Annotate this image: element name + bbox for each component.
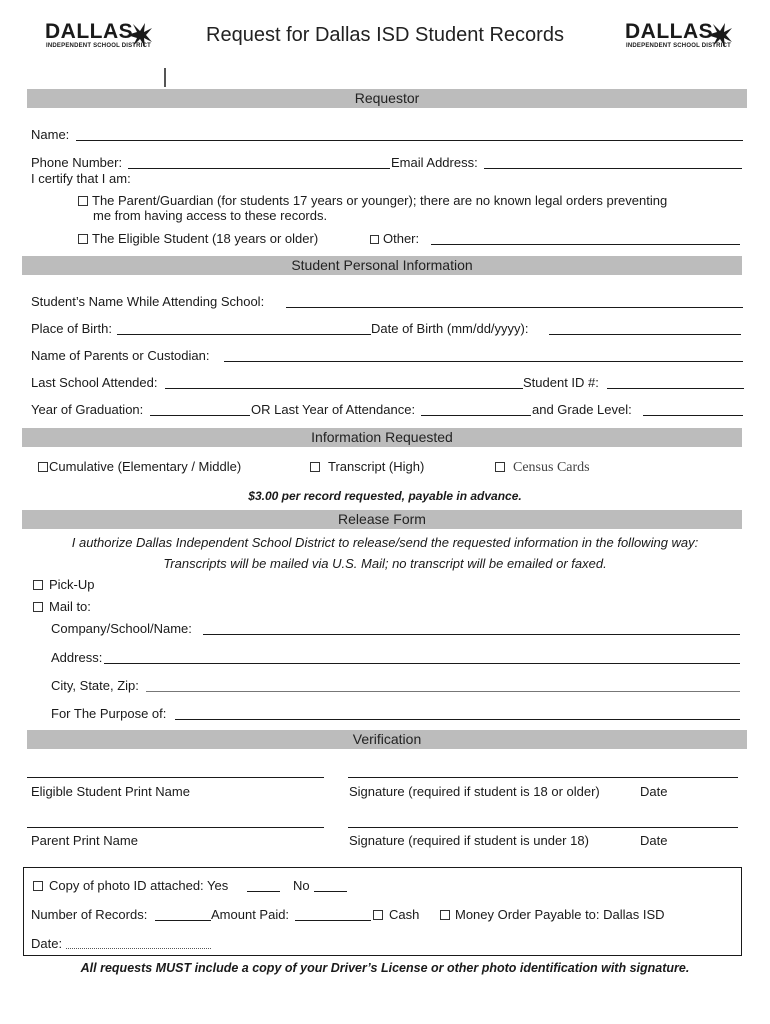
- student-signature-field[interactable]: [348, 777, 738, 778]
- checkbox-cash[interactable]: [373, 910, 383, 920]
- checkbox-transcript[interactable]: [310, 462, 320, 472]
- city-label: City, State, Zip:: [51, 678, 139, 693]
- photo-id-label: Copy of photo ID attached: Yes: [49, 878, 229, 893]
- checkbox-other[interactable]: [370, 235, 379, 244]
- name-label: Name:: [31, 127, 70, 142]
- last-school-label: Last School Attended:: [31, 375, 158, 390]
- num-records-field[interactable]: [155, 920, 211, 921]
- census-option-text: Census Cards: [513, 460, 590, 475]
- section-bar-student-info: Student Personal Information: [22, 256, 742, 275]
- checkbox-photo-id[interactable]: [33, 881, 43, 891]
- num-records-label: Number of Records:: [31, 907, 148, 922]
- other-option-text: Other:: [383, 231, 420, 246]
- birthplace-label: Place of Birth:: [31, 321, 112, 336]
- city-field[interactable]: [146, 691, 740, 692]
- page-title: Request for Dallas ISD Student Records: [206, 24, 564, 46]
- cumulative-option[interactable]: [38, 459, 241, 475]
- section-bar-verification: Verification: [27, 730, 747, 749]
- student-date-label: Date: [640, 784, 668, 799]
- parent-print-field[interactable]: [27, 827, 324, 828]
- checkbox-parent[interactable]: [78, 196, 88, 206]
- eligible-option-text: The Eligible Student (18 years or older): [92, 231, 319, 246]
- certify-label: I certify that I am:: [31, 171, 131, 186]
- address-field[interactable]: [104, 663, 740, 664]
- parent-option[interactable]: [78, 193, 667, 209]
- date-field[interactable]: [66, 948, 211, 949]
- company-label: Company/School/Name:: [51, 621, 192, 636]
- authorize-text-cont: Transcripts will be mailed via U.S. Mail; no transcript will be emailed or faxed.: [163, 556, 607, 571]
- authorize-text: I authorize Dallas Independent School District to release/send the requested information in the following way:: [71, 535, 699, 550]
- student-name-label: Student’s Name While Attending School:: [31, 294, 265, 309]
- logo-wordmark: DALLAS: [45, 20, 134, 43]
- grade-label: and Grade Level:: [532, 402, 632, 417]
- amount-label: Amount Paid:: [211, 907, 290, 922]
- last-year-label: OR Last Year of Attendance:: [251, 402, 416, 417]
- logo-wordmark: DALLAS: [625, 20, 714, 43]
- cash-option-text: Cash: [389, 907, 420, 922]
- other-option[interactable]: [370, 231, 419, 247]
- date-label: Date:: [31, 936, 63, 951]
- section-bar-release: Release Form: [22, 510, 742, 529]
- student-print-label: Eligible Student Print Name: [31, 784, 190, 799]
- money-order-option[interactable]: [440, 907, 665, 923]
- money-order-option-text: Money Order Payable to: Dallas ISD: [455, 907, 665, 922]
- section-bar-info-requested: Information Requested: [22, 428, 742, 447]
- grade-field[interactable]: [643, 415, 743, 416]
- transcript-option-text: Transcript (High): [328, 459, 425, 474]
- student-id-field[interactable]: [607, 388, 744, 389]
- last-year-field[interactable]: [421, 415, 531, 416]
- last-school-field[interactable]: [165, 388, 523, 389]
- checkbox-cumulative[interactable]: [38, 462, 48, 472]
- address-label: Address:: [51, 650, 103, 665]
- mail-option-text: Mail to:: [49, 599, 91, 614]
- logo-subtitle: INDEPENDENT SCHOOL DISTRICT: [626, 43, 731, 49]
- student-print-field[interactable]: [27, 777, 324, 778]
- photo-id-no-field[interactable]: [314, 891, 347, 892]
- name-field[interactable]: [76, 140, 743, 141]
- pickup-option[interactable]: [33, 577, 95, 593]
- parent-option-text: The Parent/Guardian (for students 17 years or younger); there are no known legal orders preventing: [92, 193, 668, 208]
- cash-option[interactable]: [373, 907, 419, 923]
- phone-field[interactable]: [128, 168, 390, 169]
- parents-label: Name of Parents or Custodian:: [31, 348, 210, 363]
- photo-id-yes-field[interactable]: [247, 891, 280, 892]
- company-field[interactable]: [203, 634, 740, 635]
- photo-id-no-label: No: [293, 878, 310, 893]
- dob-field[interactable]: [549, 334, 741, 335]
- parent-signature-label: Signature (required if student is under 18): [349, 833, 589, 848]
- photo-id-option[interactable]: [33, 878, 228, 894]
- email-field[interactable]: [484, 168, 742, 169]
- parent-date-label: Date: [640, 833, 668, 848]
- amount-field[interactable]: [295, 920, 371, 921]
- parent-option-text-cont: me from having access to these records.: [93, 208, 328, 223]
- checkbox-eligible[interactable]: [78, 234, 88, 244]
- cumulative-option-text: Cumulative (Elementary / Middle): [49, 459, 242, 474]
- parent-signature-field[interactable]: [348, 827, 738, 828]
- student-signature-label: Signature (required if student is 18 or older): [349, 784, 600, 799]
- birthplace-field[interactable]: [117, 334, 371, 335]
- eligible-option[interactable]: [78, 231, 318, 247]
- fee-note: $3.00 per record requested, payable in advance.: [248, 489, 522, 503]
- logo-subtitle: INDEPENDENT SCHOOL DISTRICT: [46, 43, 151, 49]
- email-label: Email Address:: [391, 155, 478, 170]
- other-field[interactable]: [431, 244, 740, 245]
- star-burst-icon: [705, 22, 733, 48]
- section-bar-requestor: Requestor: [27, 89, 747, 108]
- pickup-option-text: Pick-Up: [49, 577, 95, 592]
- phone-label: Phone Number:: [31, 155, 123, 170]
- checkbox-pickup[interactable]: [33, 580, 43, 590]
- transcript-option[interactable]: [310, 459, 424, 475]
- parents-field[interactable]: [224, 361, 743, 362]
- dallas-isd-logo-right: [625, 20, 735, 56]
- student-name-field[interactable]: [286, 307, 743, 308]
- checkbox-census[interactable]: [495, 462, 505, 472]
- checkbox-money-order[interactable]: [440, 910, 450, 920]
- dob-label: Date of Birth (mm/dd/yyyy):: [371, 321, 529, 336]
- student-id-label: Student ID #:: [523, 375, 599, 390]
- mail-option[interactable]: [33, 599, 91, 615]
- parent-print-label: Parent Print Name: [31, 833, 138, 848]
- text-cursor-mark: [164, 68, 166, 87]
- footer-note: All requests MUST include a copy of your Driver’s License or other photo identification with signature.: [80, 961, 690, 975]
- grad-year-field[interactable]: [150, 415, 250, 416]
- checkbox-mail[interactable]: [33, 602, 43, 612]
- census-option[interactable]: [495, 459, 590, 476]
- purpose-label: For The Purpose of:: [51, 706, 167, 721]
- grad-year-label: Year of Graduation:: [31, 402, 144, 417]
- purpose-field[interactable]: [175, 719, 740, 720]
